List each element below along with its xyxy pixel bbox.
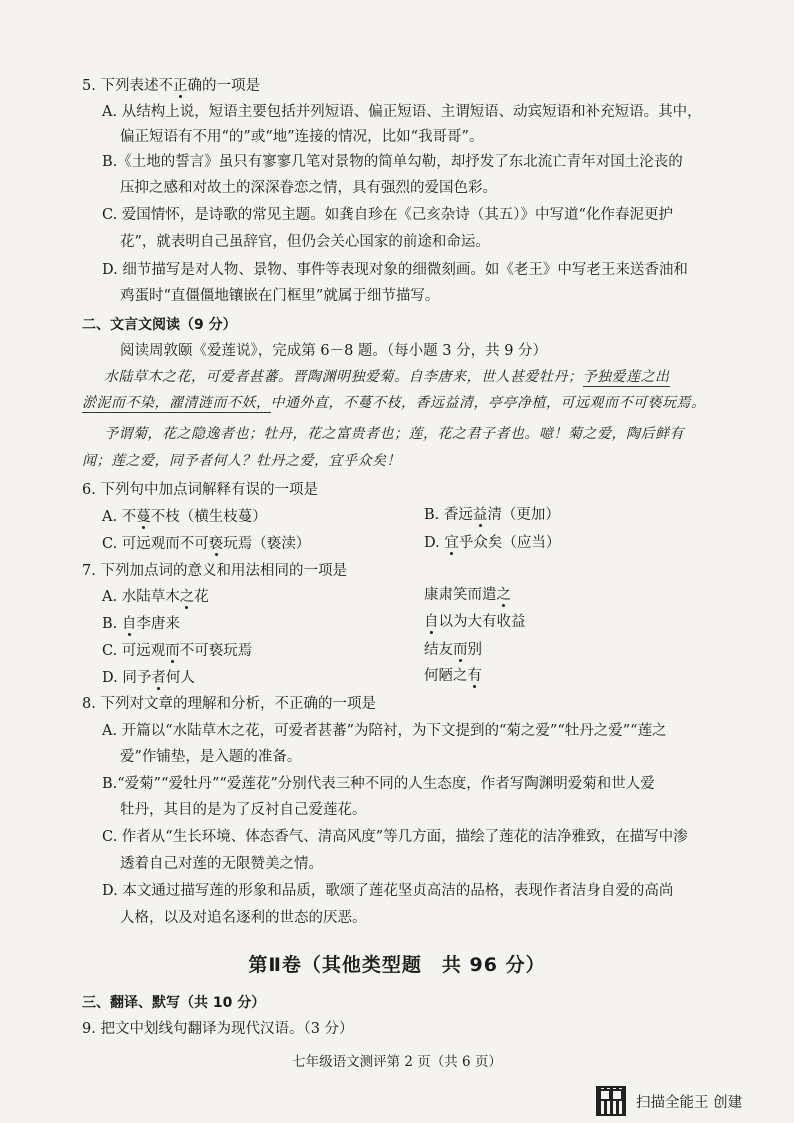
q5-option-d: D. 细节描写是对人物、景物、事件等表现对象的细微刻画。如《老王》中写老王来送香油和 <box>102 262 688 278</box>
passage-line-1: 水陆草木之花，可爱者甚蕃。晋陶渊明独爱菊。自李唐来，世人甚爱牡丹；予独爱莲之出 <box>104 369 670 385</box>
q9-stem: 9. 把文中划线句翻译为现代汉语。（3 分） <box>82 1021 354 1037</box>
q6-option-a: A. 不蔓不枝（横生枝蔓） <box>102 509 267 525</box>
q8-option-a-cont: 爱”作铺垫，是入题的准备。 <box>120 749 302 765</box>
q7-option-b-pair: 自以为大有收益 <box>424 614 526 630</box>
q6-stem: 6. 下列句中加点词解释有误的一项是 <box>82 482 318 498</box>
page-footer: 七年级语文测评第 2 页（共 6 页） <box>292 1054 502 1070</box>
q7-option-a-pair: 康肃笑而遣之 <box>424 587 511 603</box>
q7-option-d-pair: 何陋之有 <box>424 668 482 684</box>
q7-option-d: D. 同予者何人 <box>102 670 195 686</box>
q6-option-c: C. 可远观而不可亵玩焉（亵渎） <box>102 536 311 552</box>
passage-line-2: 淤泥而不染，濯清涟而不妖，中通外直，不蔓不枝，香远益清，亭亭净植，可远观而不可亵玩焉。 <box>82 395 706 411</box>
q5-option-c: C. 爱国情怀，是诗歌的常见主题。如龚自珍在《己亥杂诗（其五）》中写道“化作春泥更护 <box>102 207 673 223</box>
passage-line-3: 予谓菊，花之隐逸者也；牡丹，花之富贵者也；莲，花之君子者也。噫！菊之爱，陶后鲜有 <box>104 426 684 442</box>
q5-option-c-cont: 花”，就表明自己虽辞官，但仍会关心国家的前途和命运。 <box>120 234 490 250</box>
q7-option-a: A. 水陆草木之花 <box>102 589 209 605</box>
section2-instruction: 阅读周敦颐《爱莲说》，完成第 6－8 题。（每小题 3 分，共 9 分） <box>120 343 548 359</box>
q5-option-b-cont: 压抑之感和对故土的深深眷恋之情，具有强烈的爱国色彩。 <box>120 180 497 196</box>
q5-stem: 5. 下列表述不正确的一项是 <box>82 78 260 94</box>
section2-heading: 二、文言文阅读（9 分） <box>82 317 237 333</box>
q8-option-b-cont: 牡丹，其目的是为了反衬自己爱莲花。 <box>120 802 367 818</box>
q8-option-a: A. 开篇以“水陆草木之花，可爱者甚蕃”为陪衬，为下文提到的“菊之爱”“牡丹之爱”“莲之 <box>102 723 667 739</box>
scanner-text: 扫描全能王 创建 <box>636 1094 743 1111</box>
qr-code-icon <box>596 1086 626 1116</box>
scanner-watermark <box>596 1086 742 1116</box>
q7-option-c-pair: 结友而别 <box>424 642 482 658</box>
q5-option-b: B.《土地的誓言》虽只有寥寥几笔对景物的简单勾勒，却抒发了东北流亡青年对国土沦丧的 <box>102 154 683 170</box>
underlined-sentence-cont: 淤泥而不染，濯清涟而不妖， <box>82 395 271 411</box>
underlined-sentence: 予独爱莲之出 <box>582 369 670 385</box>
q7-option-b: B. 自李唐来 <box>102 616 180 632</box>
q8-stem: 8. 下列对文章的理解和分析，不正确的一项是 <box>82 696 376 712</box>
part2-title: 第Ⅱ卷（其他类型题 共 96 分） <box>248 954 546 976</box>
q8-option-d: D. 本文通过描写莲的形象和品质，歌颂了莲花坚贞高洁的品格，表现作者洁身自爱的高尚 <box>102 883 674 899</box>
q7-stem: 7. 下列加点词的意义和用法相同的一项是 <box>82 563 347 579</box>
q6-option-b: B. 香远益清（更加） <box>424 507 560 523</box>
passage-line-4: 闻；莲之爱，同予者何人？牡丹之爱，宜乎众矣！ <box>82 453 401 469</box>
q5-option-a: A. 从结构上说，短语主要包括并列短语、偏正短语、主谓短语、动宾短语和补充短语。其中， <box>102 104 702 120</box>
section3-heading: 三、翻译、默写（共 10 分） <box>82 995 266 1011</box>
q7-option-c: C. 可远观而不可亵玩焉 <box>102 643 253 659</box>
q8-option-c-cont: 透着自己对莲的无限赞美之情。 <box>120 856 323 872</box>
q8-option-b: B.“爱菊”“爱牡丹”“爱莲花”分别代表三种不同的人生态度，作者写陶渊明爱菊和世人爱 <box>102 776 655 792</box>
q8-option-c: C. 作者从“生长环境、体态香气、清高风度”等几方面，描绘了莲花的洁净雅致，在描写中渗 <box>102 829 688 845</box>
q5-option-a-cont: 偏正短语有不用“的”或“地”连接的情况，比如“我哥哥”。 <box>120 129 484 145</box>
q8-option-d-cont: 人格，以及对追名逐利的世态的厌恶。 <box>120 910 367 926</box>
q6-option-d: D. 宜乎众矣（应当） <box>424 535 561 551</box>
q5-option-d-cont: 鸡蛋时“直僵僵地镶嵌在门框里”就属于细节描写。 <box>120 288 440 304</box>
